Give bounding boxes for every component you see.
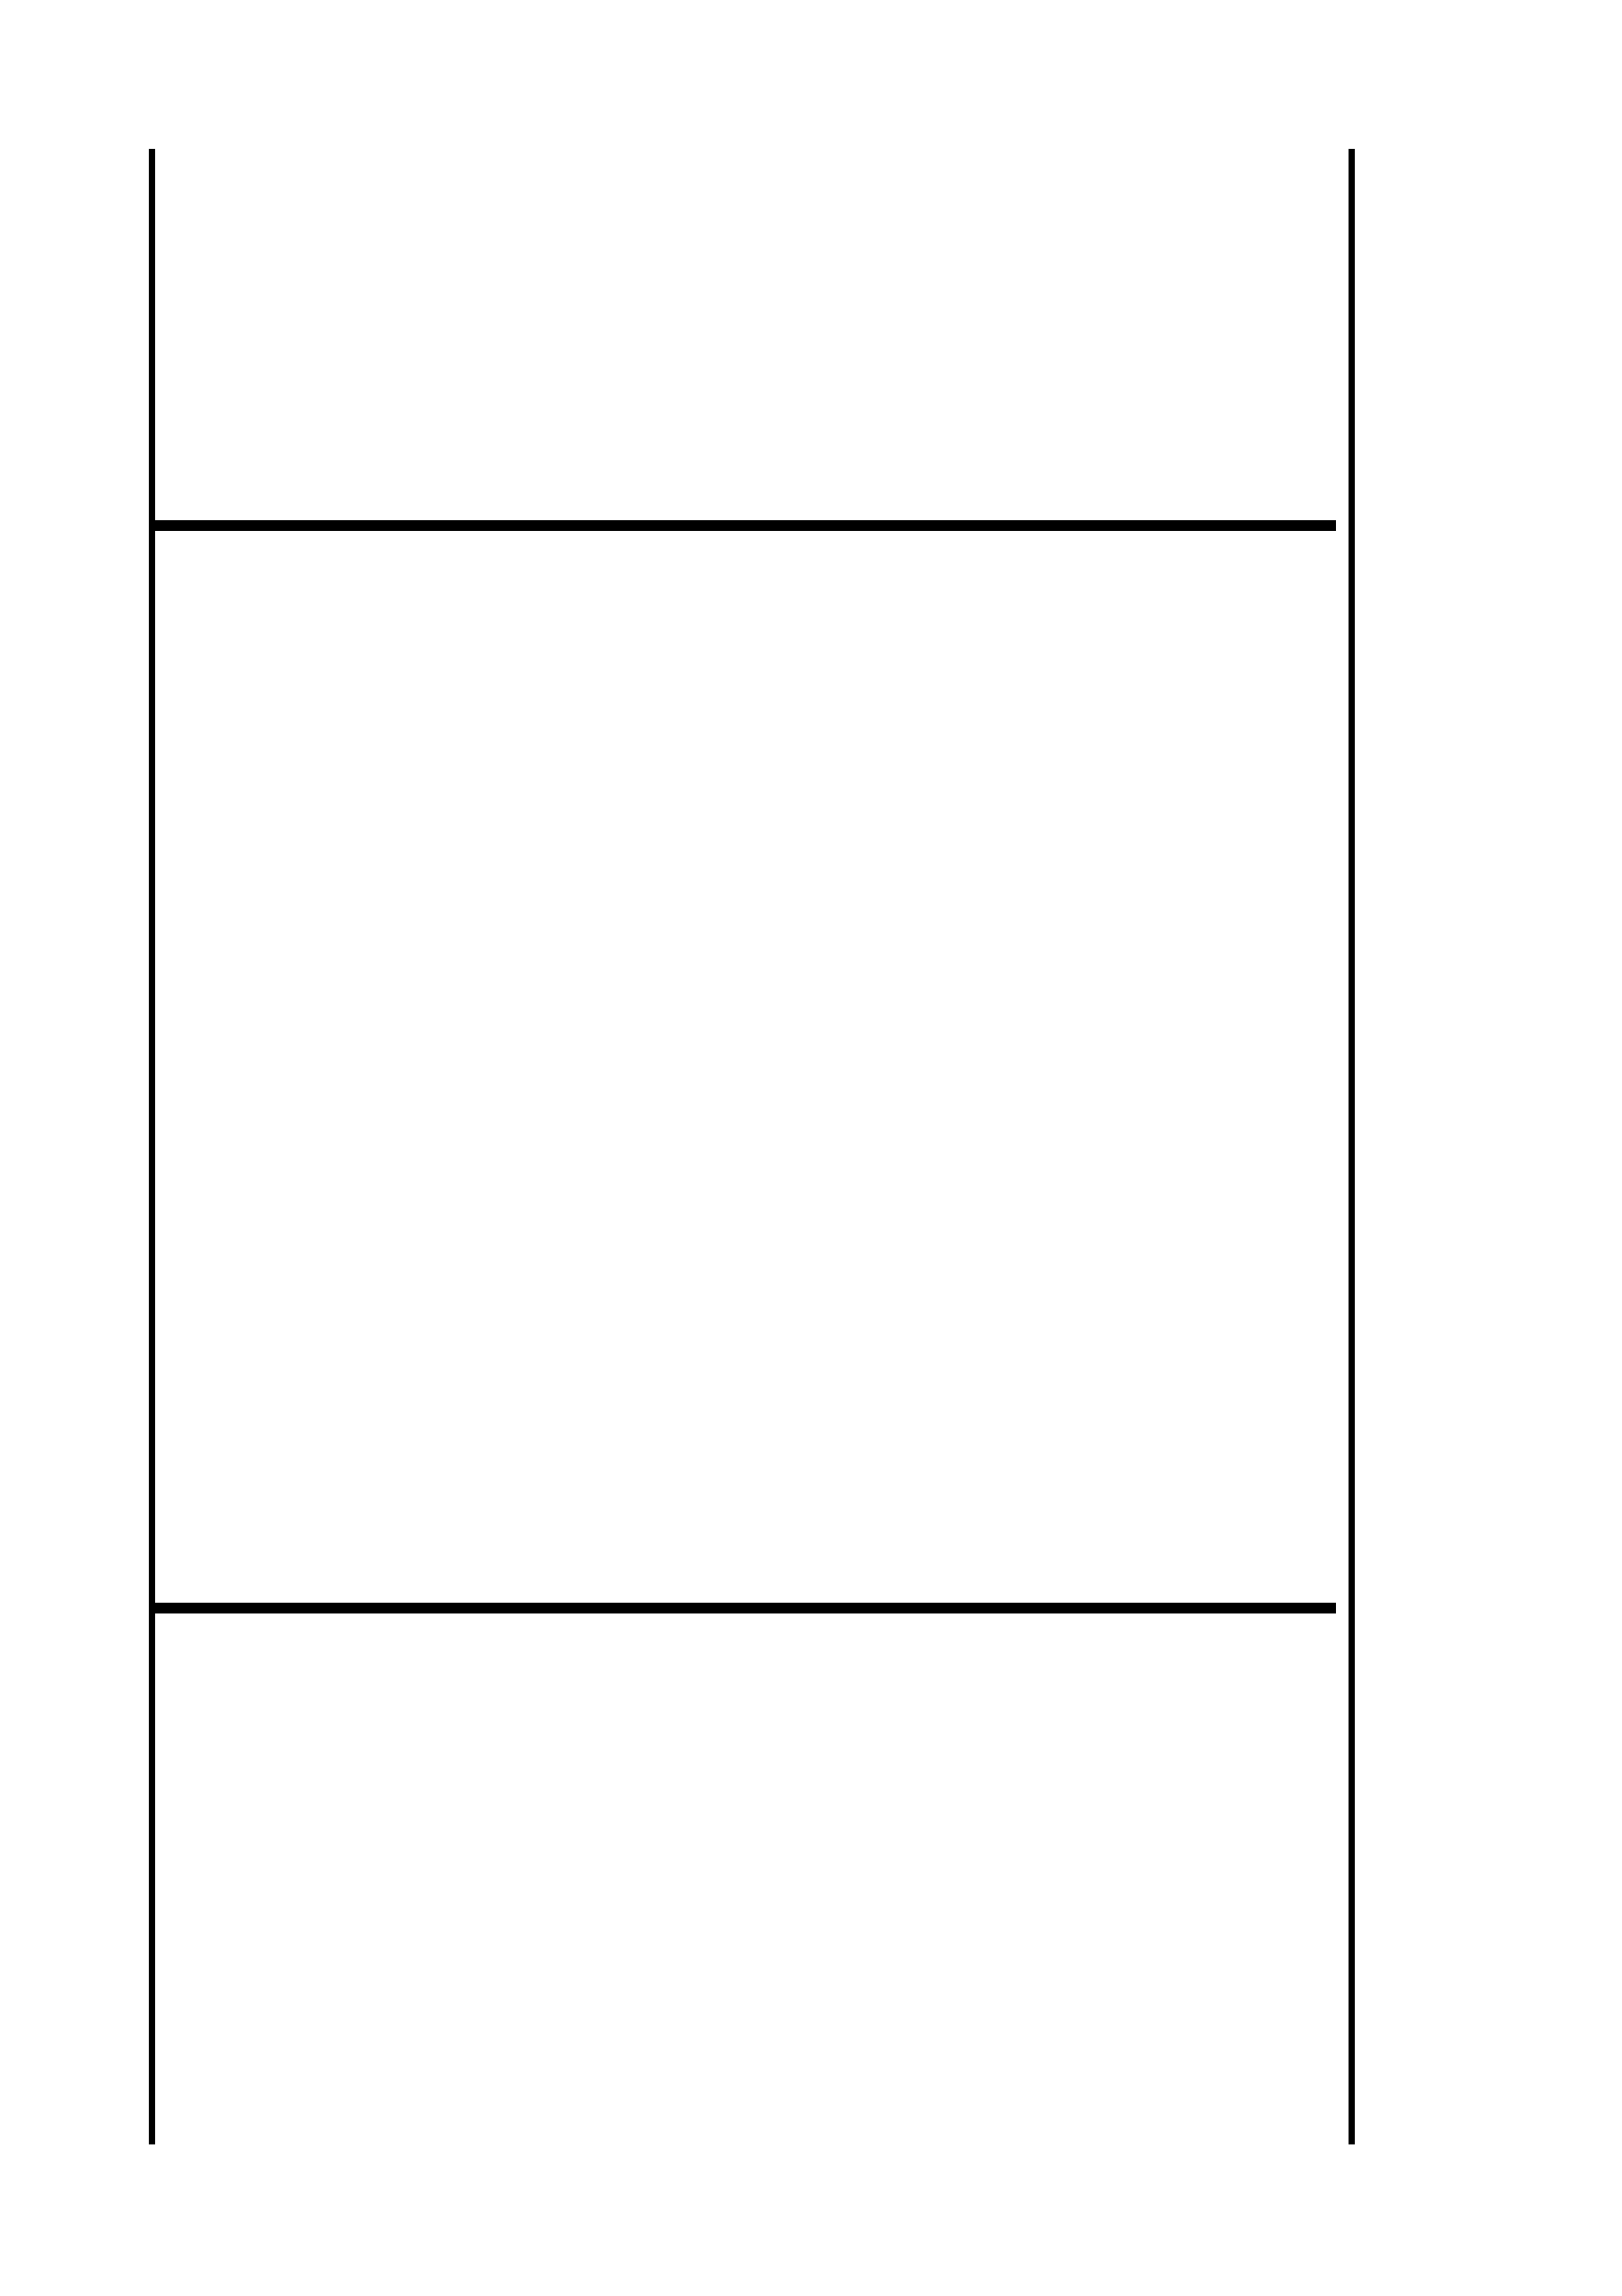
section-divider xyxy=(155,1603,1336,1613)
pair5-section xyxy=(155,535,1349,1603)
pair4-continuation xyxy=(155,153,1349,519)
pair6-section xyxy=(155,1616,1349,2136)
section-divider xyxy=(155,520,1336,531)
